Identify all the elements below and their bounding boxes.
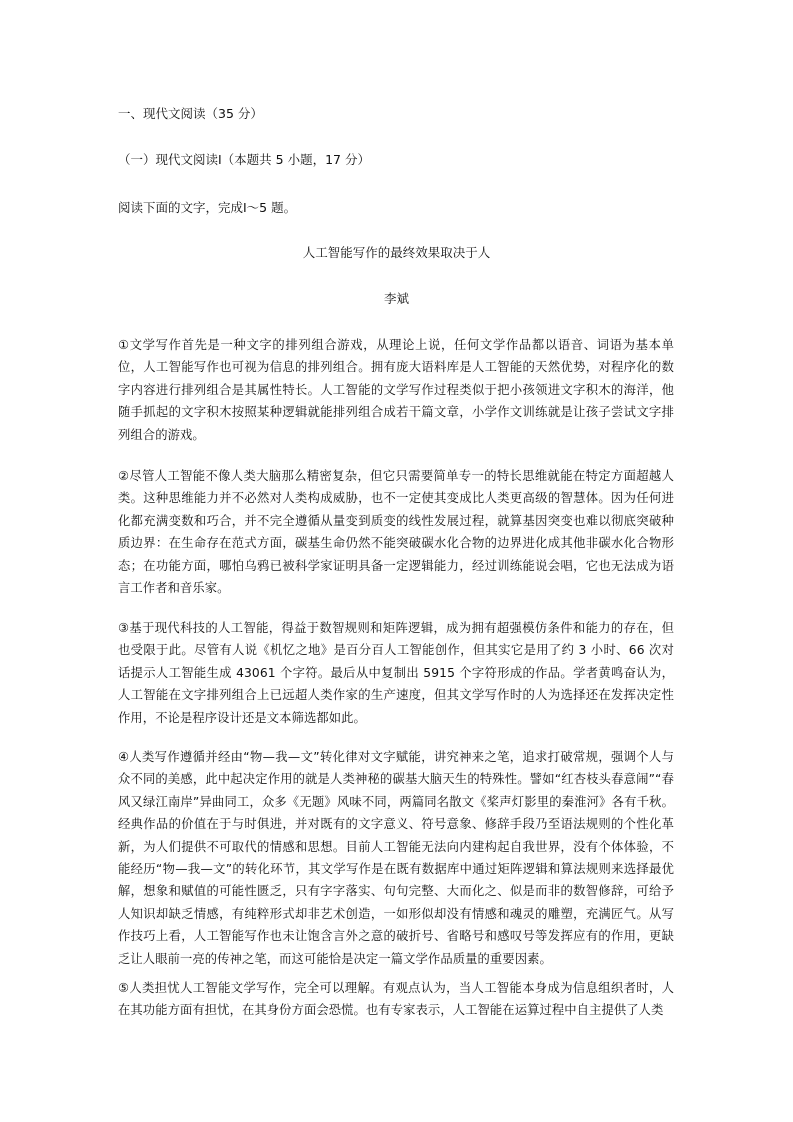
subsection-heading: （一）现代文阅读Ⅰ（本题共 5 小题，17 分） [118,152,370,167]
reading-instruction: 阅读下面的文字，完成Ⅰ～5 题。 [118,200,297,215]
article-author: 李斌 [383,291,409,306]
section-heading: 一、现代文阅读（35 分） [118,106,263,121]
paragraph-3: ③基于现代科技的人工智能，得益于数智规则和矩阵逻辑，成为拥有超强模仿条件和能力的存在，但也受限于此。尽管有人说《机忆之地》是百分百人工智能创作，但其实它是用了约 3 小时、66 次对话提示人工智能生成 43061 个字符。最后从中复制出 5915 个字符形成的作品。学者黄鸣奋认为，人工智能在文字排列组合上已远超人类作家的生产速度，但其文学写作时的人为选择还在发挥决定性作用，不论是程序设计还是文本筛选都如此。 [118,621,674,725]
article-title: 人工智能写作的最终效果取决于人 [302,245,491,260]
paragraph-5: ⑤人类担忧人工智能文学写作，完全可以理解。有观点认为，当人工智能本身成为信息组织者时，人在其功能方面有担忧，在其身份方面会恐慌。也有专家表示，人工智能在运算过程中自主提供了人类 [118,981,674,1018]
paragraph-1: ①文学写作首先是一种文字的排列组合游戏，从理论上说，任何文学作品都以语音、词语为基本单位，人工智能写作也可视为信息的排列组合。拥有庞大语料库是人工智能的天然优势，对程序化的数字内容进行排列组合是其属性特长。人工智能的文学写作过程类似于把小孩领进文字积木的海洋，他随手抓起的文字积木按照某种逻辑就能排列组合成若干篇文章，小学作文训练就是让孩子尝试文字排列组合的游戏。 [118,338,674,442]
paragraph-2: ②尽管人工智能不像人类大脑那么精密复杂，但它只需要简单专一的特长思维就能在特定方面超越人类。这种思维能力并不必然对人类构成威胁，也不一定使其变成比人类更高级的智慧体。因为任何进化都充满变数和巧合，并不完全遵循从量变到质变的线性发展过程，就算基因突变也难以彻底突破种质边界：在生命存在范式方面，碳基生命仍然不能突破碳水化合物的边界进化成其他非碳水化合物形态；在功能方面，哪怕乌鸦已被科学家证明具备一定逻辑能力，经过训练能说会唱，它也无法成为语言工作者和音乐家。 [118,469,674,596]
paragraph-4: ④人类写作遵循并经由“物—我—文”转化律对文字赋能，讲究神来之笔，追求打破常规，强调个人与众不同的美感，此中起决定作用的就是人类神秘的碳基大脑天生的特殊性。譬如“红杏枝头春意闹”“春风又绿江南岸”异曲同工，众多《无题》风味不同，两篇同名散文《桨声灯影里的秦淮河》各有千秋。经典作品的价值在于与时俱进，并对既有的文字意义、符号意象、修辞手段乃至语法规则的个性化革新，为人们提供不可取代的情感和思想。目前人工智能无法向内建构起自我世界，没有个体体验，不能经历“物—我—文”的转化环节，其文学写作是在既有数据库中通过矩阵逻辑和算法规则来选择最优解，想象和赋值的可能性匮乏，只有字字落实、句句完整、大而化之、似是而非的数智修辞，可给予人知识却缺乏情感，有纯粹形式却非艺术创造，一如形似却没有情感和魂灵的雕塑，充满匠气。从写作技巧上看，人工智能写作也未让饱含言外之意的破折号、省略号和感叹号等发挥应有的作用，更缺乏让人眼前一亮的传神之笔，而这可能恰是决定一篇文学作品质量的重要因素。 [118,750,674,966]
